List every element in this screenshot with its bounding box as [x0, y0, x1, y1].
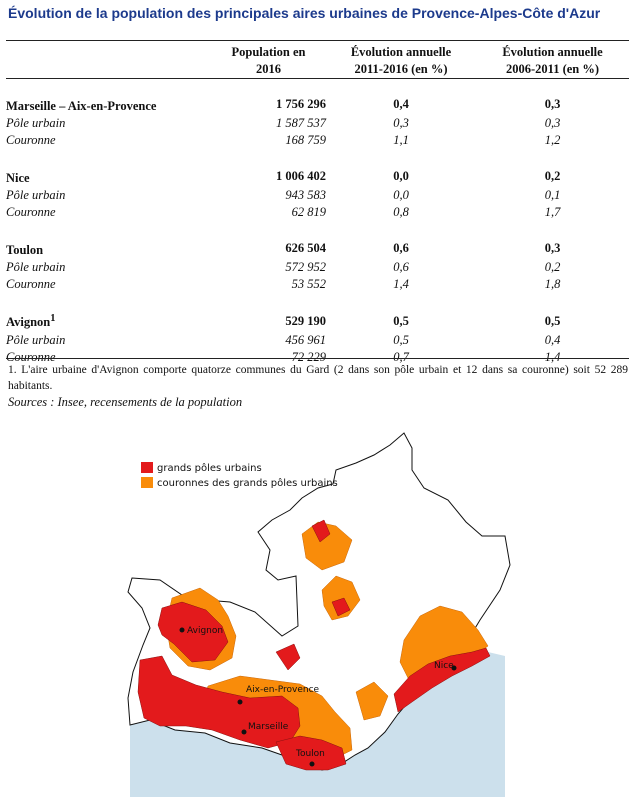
- sources-note: Sources : Insee, recensements de la population: [8, 395, 243, 409]
- table-row: Toulon 626 504 0,6 0,3: [6, 238, 629, 259]
- city-marker-toulon: [310, 762, 315, 767]
- table-bottom-rule: [6, 358, 629, 359]
- city-label-marseille: Marseille: [248, 722, 289, 732]
- city-marker-avignon: [180, 628, 185, 633]
- area-name: Toulon: [6, 243, 44, 258]
- table-row: Pôle urbain 943 583 0,0 0,1: [6, 188, 561, 203]
- table-row: Couronne 72 229 0,7 1,4: [6, 349, 561, 364]
- page-title: Évolution de la population des principales aires urbaines de Provence-Alpes-Côte d'Azur: [8, 5, 601, 21]
- area-name: Marseille – Aix-en-Provence: [6, 99, 157, 114]
- map-urban-areas: [0, 430, 635, 797]
- city-marker-marseille: [242, 730, 247, 735]
- footnote: 1. L'aire urbaine d'Avignon comporte quatorze communes du Gard (2 dans son pôle urbain et 12 dans sa couronne) soit 52 289 habitants.: [8, 364, 628, 392]
- legend-label-couronne: couronnes des grands pôles urbains: [157, 478, 338, 489]
- table-row: Couronne 168 759 1,1 1,2: [6, 133, 561, 148]
- city-label-nice: Nice: [434, 661, 454, 671]
- legend-swatch-pole: [141, 462, 153, 473]
- table-row: Marseille – Aix-en-Provence 1 756 296 0,4 0,3: [6, 94, 629, 115]
- legend-swatch-couronne: [141, 477, 153, 488]
- area-name: Nice: [6, 171, 30, 186]
- city-label-toulon: Toulon: [296, 749, 325, 759]
- header-population: Population en 2016: [231, 45, 306, 76]
- header-evolution-2011-2016: Évolution annuelle 2011-2016 (en %): [350, 45, 452, 76]
- legend-label-pole: grands pôles urbains: [157, 463, 262, 474]
- table-row: Pôle urbain 572 952 0,6 0,2: [6, 260, 561, 275]
- city-marker-aix: [238, 700, 243, 705]
- population-table: [6, 44, 629, 366]
- table-row: Couronne 62 819 0,8 1,7: [6, 205, 561, 220]
- city-label-avignon: Avignon: [187, 626, 224, 636]
- header-evolution-2006-2011: Évolution annuelle 2006-2011 (en %): [502, 45, 603, 76]
- table-row: Avignon$^1$ 529 190 0,5 0,5: [6, 310, 629, 331]
- table-header-row: [6, 44, 629, 79]
- table-row: Pôle urbain 1 587 537 0,3 0,3: [6, 116, 561, 131]
- city-label-aix: Aix-en-Provence: [246, 685, 320, 695]
- table-row: Nice 1 006 402 0,0 0,2: [6, 166, 629, 187]
- table-top-rule: [6, 40, 629, 41]
- table-row: Couronne 53 552 1,4 1,8: [6, 277, 561, 292]
- table-row: Pôle urbain 456 961 0,5 0,4: [6, 332, 561, 347]
- area-name: Avignon$^1$: [6, 313, 56, 330]
